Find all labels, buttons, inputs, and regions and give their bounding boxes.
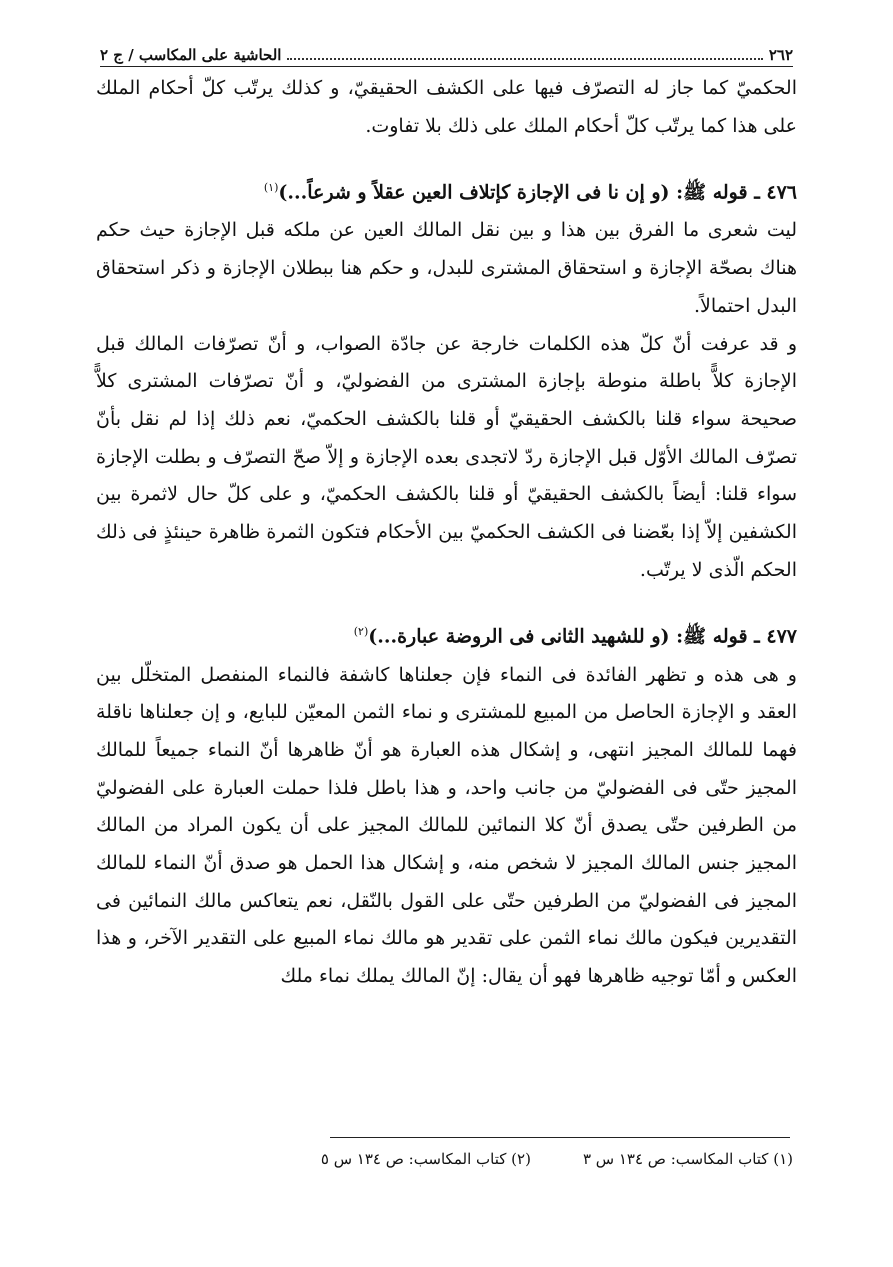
footnote-ref: (١) — [263, 181, 279, 195]
heading-text: ٤٧٦ ـ قوله ﷺ: (و إن نا فى الإجازة كإتلاف العين عقلاً و شرعاً...) — [278, 181, 797, 204]
section-heading-476 — [96, 169, 797, 212]
footnote-ref: (٢) — [353, 625, 369, 639]
footnote-1: (١) كتاب المكاسب: ص ١٣٤ س ٣ — [582, 1150, 793, 1168]
footnote-2: (٢) كتاب المكاسب: ص ١٣٤ س ٥ — [320, 1150, 531, 1168]
footnote-divider — [330, 1137, 790, 1138]
section-heading-477 — [96, 613, 797, 656]
running-header — [100, 30, 793, 67]
paragraph: و قد عرفت أنّ كلّ هذه الكلمات خارجة عن جادّة الصواب، و أنّ تصرّفات المالك قبل الإجازة كلاًّ باطلة منوطة بإجازة المشترى من الفضوليّ، و أنّ تصرّفات المشترى كلاًّ صحيحة سواء قلنا بالكشف الحقيقيّ أو قلنا بالكشف الحكميّ، نعم ذلك إذا لم نقل بأنّ تصرّف المالك الأوّل قبل الإجازة ردّ لاتجدى بعده الإجازة و إلاّ صحّ التصرّف و بطلت الإجازة سواء قلنا: أيضاً بالكشف الحقيقيّ أو قلنا بالكشف الحكميّ، و على كلّ حال لاثمرة بين الكشفين إلاّ إذا بعّضنا فى الكشف الحكميّ بين الأحكام فتكون الثمرة ظاهرة حينئذٍ فى ذلك الحكم الّذى لا يرتّب. — [96, 332, 797, 581]
heading-text: ٤٧٧ ـ قوله ﷺ: (و للشهيد الثانى فى الروضة عبارة...) — [368, 625, 797, 648]
paragraph: ليت شعرى ما الفرق بين هذا و بين نقل المالك العين عن ملكه قبل الإجازة حيث حكم هناك بصحّة الإجازة و استحقاق المشترى للبدل، و حكم هنا ببطلان الإجازة و ذكر استحقاق البدل احتمالاً. — [96, 219, 797, 317]
paragraph: و هى هذه و تظهر الفائدة فى النماء فإن جعلناها كاشفة فالنماء المنفصل المتخلّل بين العقد و الإجازة الحاصل من المبيع للمشترى و نماء الثمن المعيّن للبايع، و إن جعلناها ناقلة فهما للمالك المجيز انتهى، و إشكال هذه العبارة هو أنّ ظاهرها أنّ النماء جميعاً للمالك المجيز حتّى فى الفضوليّ من جانب واحد، و هذا باطل فلذا حملت العبارة على الفضوليّ من الطرفين حتّى يصدق أنّ كلا النمائين للمالك المجيز على أن يكون المراد من المالك المجيز جنس المالك المجيز لا شخص منه، و إشكال هذا الحمل هو صدق أنّ النماء للمالك المجيز فى الفضوليّ من الطرفين حتّى على القول بالنّقل، نعم يتعاكس مالك النمائين فى التقديرين فيكون مالك نماء الثمن على تقدير هو مالك نماء المبيع على التقدير الآخر، و هذا العكس و أمّا توجيه ظاهرها فهو أن يقال: إنّ المالك يملك نماء ملك — [96, 663, 797, 988]
page-body — [96, 70, 797, 996]
dotted-leader — [287, 57, 762, 60]
paragraph: الحكميّ كما جاز له التصرّف فيها على الكشف الحقيقيّ، و كذلك يرتّب كلّ أحكام الملك على هذا كما يرتّب كلّ أحكام الملك على ذلك بلا تفاوت. — [96, 77, 797, 137]
page-number: ٢٦٢ — [768, 46, 793, 64]
running-title: الحاشية على المكاسب / ج ٢ — [100, 46, 282, 64]
footnotes — [100, 1150, 793, 1168]
